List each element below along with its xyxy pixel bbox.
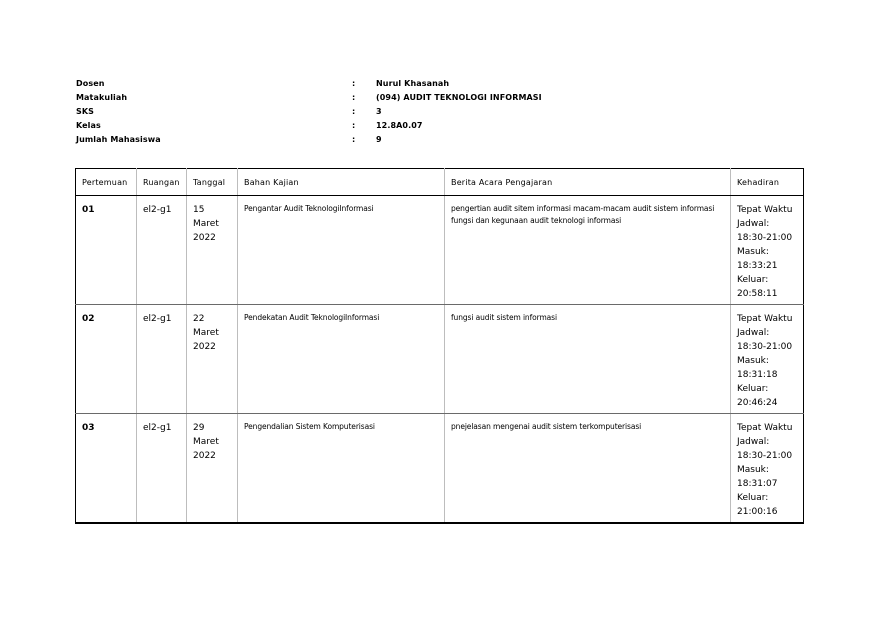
date-day: 22 — [193, 314, 205, 324]
att-masuk-label: Masuk: — [737, 465, 769, 475]
info-row-sks — [76, 105, 636, 119]
att-masuk-label: Masuk: — [737, 356, 769, 366]
cell-ruangan: el2-g1 — [137, 196, 187, 305]
date-day: 15 — [193, 205, 205, 215]
cell-tanggal — [187, 196, 238, 305]
info-label: Jumlah Mahasiswa — [76, 135, 161, 144]
info-value: Nurul Khasanah — [376, 79, 450, 88]
cell-pertemuan: 03 — [76, 414, 137, 523]
info-colon: : — [352, 121, 356, 130]
cell-kehadiran — [731, 305, 804, 414]
att-keluar-label: Keluar: — [737, 384, 769, 394]
info-row-matakuliah — [76, 91, 636, 105]
header-bahan-kajian: Bahan Kajian — [238, 169, 445, 196]
att-jadwal: 18:30-21:00 — [737, 342, 793, 352]
cell-berita-acara: pengertian audit sitem informasi macam-macam audit sistem informasi fungsi dan kegunaan audit teknologi informasi — [445, 196, 731, 305]
att-keluar: 20:58:11 — [737, 289, 778, 299]
att-status: Tepat Waktu — [737, 423, 793, 433]
cell-ruangan: el2-g1 — [137, 305, 187, 414]
cell-bahan-kajian: Pengantar Audit TeknologiInformasi — [238, 196, 445, 305]
att-jadwal: 18:30-21:00 — [737, 451, 793, 461]
att-jadwal-label: Jadwal: — [737, 328, 770, 338]
cell-kehadiran — [731, 196, 804, 305]
cell-bahan-kajian: Pengendalian Sistem Komputerisasi — [238, 414, 445, 523]
att-keluar: 21:00:16 — [737, 507, 778, 517]
info-colon: : — [352, 135, 356, 144]
course-info — [76, 77, 636, 147]
att-jadwal-label: Jadwal: — [737, 437, 770, 447]
cell-ruangan: el2-g1 — [137, 414, 187, 523]
header-tanggal: Tanggal — [187, 169, 238, 196]
att-status: Tepat Waktu — [737, 205, 793, 215]
att-masuk: 18:31:18 — [737, 370, 778, 380]
info-label: Matakuliah — [76, 93, 128, 102]
att-jadwal-label: Jadwal: — [737, 219, 770, 229]
info-colon: : — [352, 93, 356, 102]
header-ruangan: Ruangan — [137, 169, 187, 196]
info-label: Kelas — [76, 121, 101, 130]
info-row-dosen — [76, 77, 636, 91]
att-jadwal: 18:30-21:00 — [737, 233, 793, 243]
att-masuk: 18:33:21 — [737, 261, 778, 271]
info-row-kelas — [76, 119, 636, 133]
info-value: 3 — [376, 107, 382, 116]
info-label: SKS — [76, 107, 95, 116]
att-status: Tepat Waktu — [737, 314, 793, 324]
cell-pertemuan: 02 — [76, 305, 137, 414]
date-year: 2022 — [193, 233, 216, 243]
info-value: 12.8A0.07 — [376, 121, 423, 130]
header-kehadiran: Kehadiran — [731, 169, 804, 196]
table-row — [76, 196, 804, 305]
date-year: 2022 — [193, 451, 216, 461]
att-keluar: 20:46:24 — [737, 398, 778, 408]
info-label: Dosen — [76, 79, 105, 88]
cell-pertemuan: 01 — [76, 196, 137, 305]
info-row-jumlah-mahasiswa — [76, 133, 636, 147]
date-month: Maret — [193, 219, 219, 229]
header-berita-acara: Berita Acara Pengajaran — [445, 169, 731, 196]
info-colon: : — [352, 107, 356, 116]
att-keluar-label: Keluar: — [737, 275, 769, 285]
cell-tanggal — [187, 305, 238, 414]
cell-bahan-kajian: Pendekatan Audit TeknologiInformasi — [238, 305, 445, 414]
att-masuk-label: Masuk: — [737, 247, 769, 257]
info-value: 9 — [376, 135, 382, 144]
table-row — [76, 305, 804, 414]
cell-berita-acara: fungsi audit sistem informasi — [445, 305, 731, 414]
cell-kehadiran — [731, 414, 804, 523]
att-masuk: 18:31:07 — [737, 479, 778, 489]
table-header-row — [76, 169, 804, 196]
cell-tanggal — [187, 414, 238, 523]
date-year: 2022 — [193, 342, 216, 352]
date-month: Maret — [193, 328, 219, 338]
info-value: (094) AUDIT TEKNOLOGI INFORMASI — [376, 93, 542, 102]
date-month: Maret — [193, 437, 219, 447]
cell-berita-acara: pnejelasan mengenai audit sistem terkomputerisasi — [445, 414, 731, 523]
date-day: 29 — [193, 423, 205, 433]
header-pertemuan: Pertemuan — [76, 169, 137, 196]
att-keluar-label: Keluar: — [737, 493, 769, 503]
info-colon: : — [352, 79, 356, 88]
table-row — [76, 414, 804, 523]
attendance-table — [75, 168, 804, 524]
